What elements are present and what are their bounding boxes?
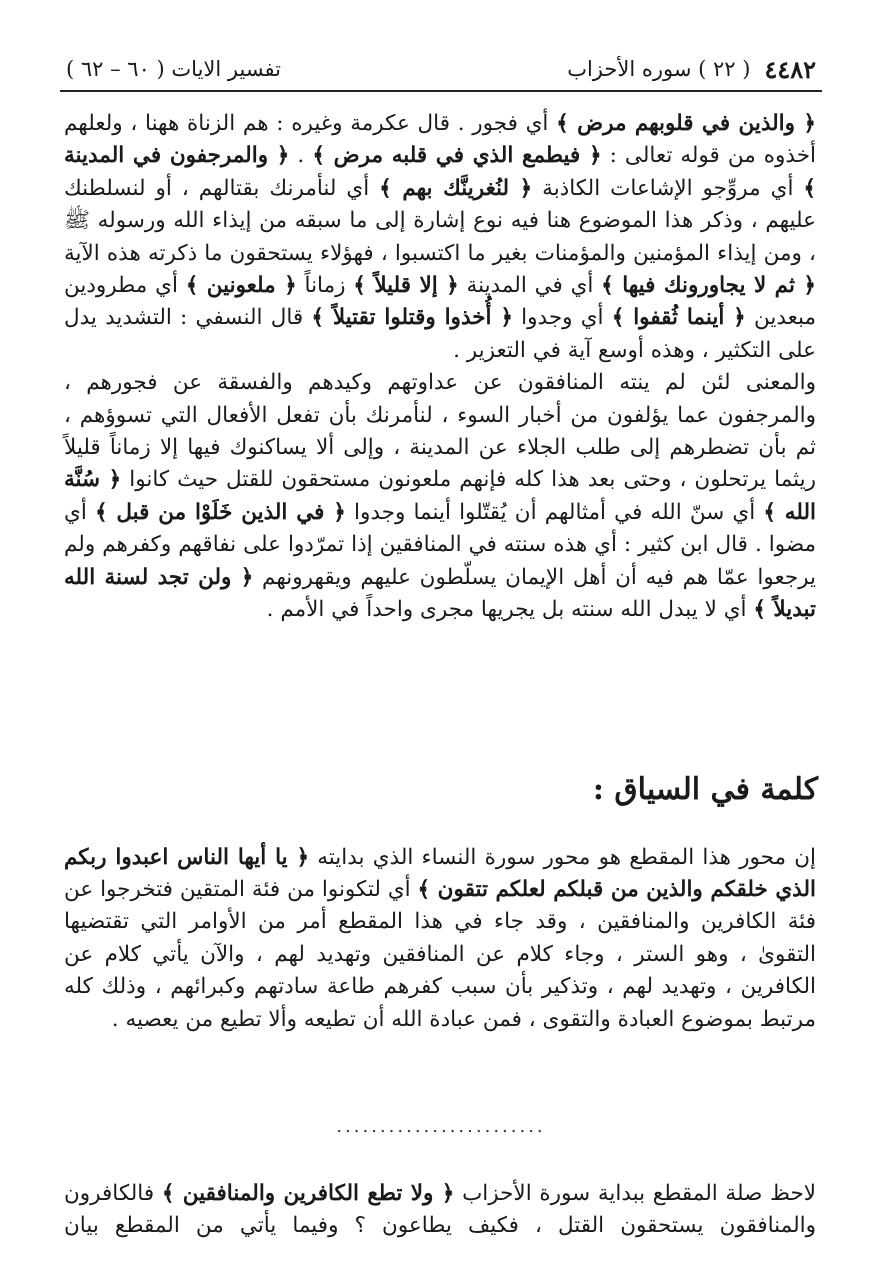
commentary-text: أي مطرودين مبعدين <box>64 273 816 331</box>
quran-quote: ﴿ والمرجفون في المدينة ﴾ <box>64 143 816 201</box>
commentary-text: أي لنأمرنك بقتالهم ، أو لنسلطنك عليهم ، وذكر هذا الموضوع هنا فيه نوع إشارة إلى ما سبقه من إيذاء الله ورسوله ﷺ ، ومن إيذاء المؤمنين والمؤمنات بغير ما اكتسبوا ، فهؤلاء يستحقون ما ذكرته هذه الآية <box>64 175 816 266</box>
quran-quote: ﴿ ثم لا يجاورونك فيها ﴾ <box>601 273 816 299</box>
commentary-text: أي سنّ الله في أمثالهم أن يُقتّلوا أينما وجدوا <box>345 499 764 525</box>
quran-quote: ﴿ ولن تجد لسنة الله تبديلاً ﴾ <box>64 564 816 623</box>
quran-quote: ﴿ لنُغرينَّك بهم ﴾ <box>379 175 533 201</box>
commentary-text: أي مضوا . قال ابن كثير : أي هذه سنته في المنافقين إذا تمرّدوا على نفاقهم وكفرهم ولم يرجعوا عمّا هم فيه أن أهل الإيمان يسلّطون عليهم ويقهرونهم <box>64 499 817 590</box>
header-right-group <box>567 55 816 84</box>
page-number: ٤٤٨٢ <box>764 54 816 84</box>
running-header <box>66 52 816 86</box>
commentary-text: قال النسفي : التشديد يدل على التكثير ، وهذه أوسع آية في التعزير . <box>64 305 816 363</box>
paragraph-3 <box>64 842 816 1036</box>
quran-quote: ﴿ سُنَّة الله ﴾ <box>64 467 816 525</box>
commentary-text: والمعنى لئن لم ينته المنافقون عن عداوتهم وكيدهم والفسقة عن فجورهم ، والمرجفون عما يؤلفون من أخبار السوء ، لنأمرنك بأن تفعل الأفعال التي تسوؤهم ، ثم بأن تضطرهم إلى طلب الجلاء عن المدينة ، وإلى ألا يساكنوك فيها إلا زماناً قليلاً ريثما يرتحلون ، وحتى بعد هذا كله فإنهم ملعونون مستحقون للقتل حيث كانوا <box>64 370 816 493</box>
commentary-text: أي لا يبدل الله سنته بل يجريها مجرى واحداً في الأمم . <box>266 597 754 623</box>
quran-quote: ﴿ ولا تطع الكافرين والمنافقين ﴾ <box>161 1180 455 1206</box>
commentary-text: أي لتكونوا من فئة المتقين فتخرجوا عن فئة الكافرين والمنافقين ، وقد جاء في هذا المقطع أمر من الأوامر التي تقتضيها التقوىٰ ، وهو الستر ، وجاء كلام عن المنافقين وتهديد لهم ، والآن يأتي كلام عن الكافرين ، وتهديد لهم ، وتذكير بأن سبب كفرهم طاعة سادتهم وكبرائهم ، وذلك كله مرتبط بموضوع العبادة والتقوى ، فمن عبادة الله أن تطيعه وألا تطيع من يعصيه . <box>64 876 816 1032</box>
commentary-text: فالكافرون والمنافقون يستحقون القتل ، فكيف يطاعون ؟ وفيما يأتي من المقطع بيان <box>64 1180 816 1238</box>
quran-quote: ﴿ فيطمع الذي في قلبه مرض ﴾ <box>312 143 602 169</box>
commentary-text: أي وجدوا <box>512 305 612 331</box>
quran-quote: ﴿ يا أيها الناس اعبدوا ربكم الذي خلقكم والذين من قبلكم لعلكم تتقون ﴾ <box>64 844 816 902</box>
section-label: تفسير الايات ( ٦٠ – ٦٢ ) <box>66 57 282 81</box>
main-body <box>64 108 816 627</box>
quran-quote: ﴿ أينما ثُقفوا ﴾ <box>611 305 746 331</box>
commentary-text: إن محور هذا المقطع هو محور سورة النساء الذي بدايته <box>309 844 817 870</box>
closing-body <box>64 1156 816 1264</box>
commentary-text: لاحظ صلة المقطع ببداية سورة الأحزاب <box>454 1180 816 1206</box>
commentary-text: أي فجور . قال عكرمة وغيره : هم الزناة ههنا ، ولعلهم أخذوه من قوله تعالى : <box>64 111 816 169</box>
commentary-text: . <box>289 143 313 169</box>
dotted-separator: ........................ <box>336 1116 546 1137</box>
section-heading: كلمة في السياق : <box>592 772 818 807</box>
commentary-text: أي مروِّجو الإشاعات الكاذبة <box>532 175 804 201</box>
quran-quote: ﴿ والذين في قلوبهم مرض ﴾ <box>556 111 816 136</box>
section-body <box>64 820 816 1057</box>
commentary-text: زماناً <box>296 273 354 299</box>
header-divider <box>60 90 822 92</box>
paragraph-2 <box>64 367 816 626</box>
quran-quote: ﴿ في الذين خَلَوْا من قبل ﴾ <box>94 499 346 525</box>
quran-quote: ﴿ ملعونين ﴾ <box>185 273 297 299</box>
quran-quote: ﴿ أُخذوا وقتلوا تقتيلاً ﴾ <box>311 305 513 331</box>
commentary-text: أي في المدينة <box>458 273 602 299</box>
quran-quote: ﴿ إلا قليلاً ﴾ <box>353 273 459 299</box>
paragraph-4 <box>64 1178 816 1243</box>
surah-label: ( ٢٢ ) سوره الأحزاب <box>567 57 751 81</box>
paragraph-1 <box>64 108 816 367</box>
